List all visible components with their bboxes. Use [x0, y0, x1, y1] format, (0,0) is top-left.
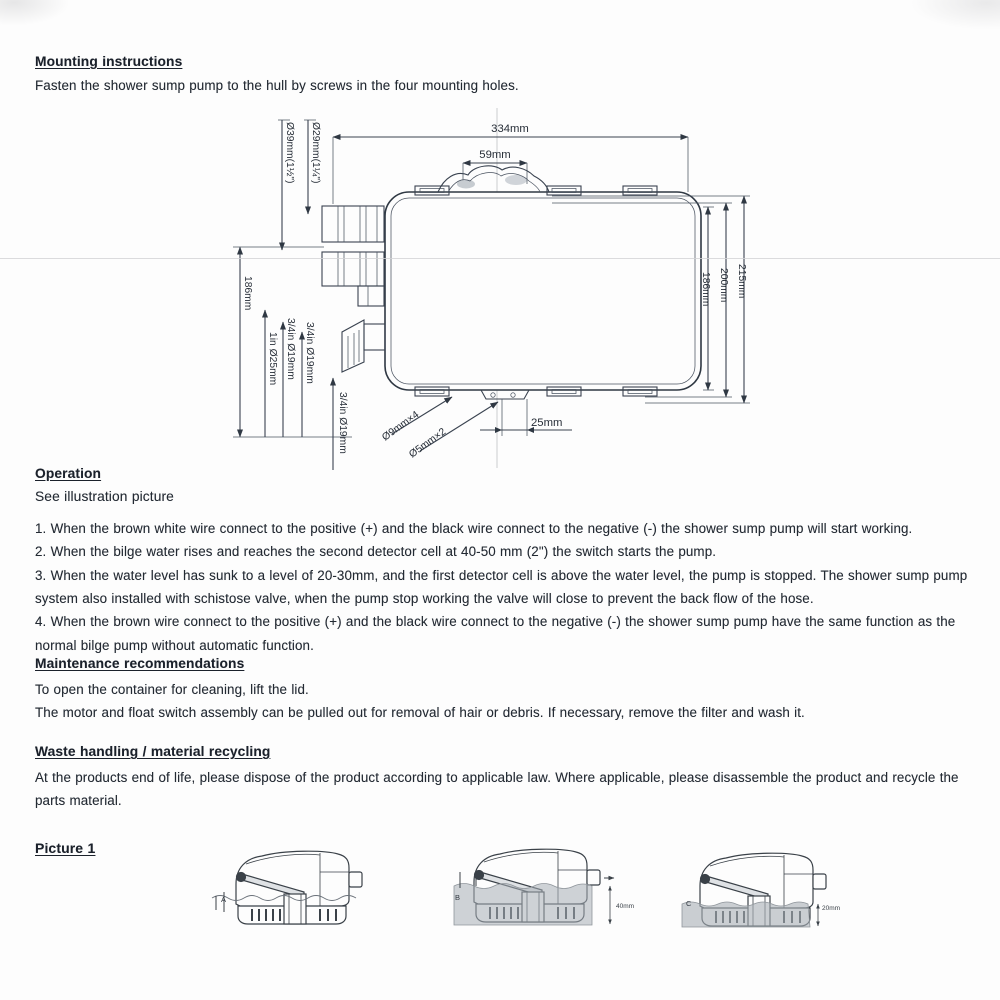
- section-waste: [35, 744, 985, 813]
- bottom-screw-holes: [481, 390, 529, 399]
- dim-label-25: 25mm: [531, 417, 563, 429]
- dim-label-port-19c: 3/4in Ø19mm: [337, 392, 348, 454]
- water-c: [682, 902, 810, 927]
- maintenance-line-1: To open the container for cleaning, lift the lid.: [35, 682, 309, 697]
- mounting-heading: Mounting instructions: [35, 54, 183, 69]
- dim-holes: [380, 397, 498, 460]
- pump-body-top-view: [385, 166, 701, 399]
- mounting-body: Fasten the shower sump pump to the hull by screws in the four mounting holes.: [35, 78, 519, 93]
- dim-label-port-25: 1in Ø25mm: [267, 332, 278, 386]
- dim-label-334: 334mm: [491, 123, 529, 135]
- dim-label-pipe-outer: Ø39mm(1½"): [284, 122, 295, 184]
- picture-c: [682, 853, 826, 927]
- picture-c-label: C: [686, 899, 692, 908]
- water-b: [454, 884, 592, 926]
- dim-label-port-19a: 3/4in Ø19mm: [285, 318, 296, 380]
- maintenance-line-2: The motor and float switch assembly can be pulled out for removal of hair or debris. If necessary, remove the filter and wash it.: [35, 705, 805, 721]
- picture-b: [454, 849, 614, 925]
- operation-item-1: 1. When the brown white wire connect to the positive (+) and the black wire connect to the negative (-) the shower sump pump will start working.: [35, 521, 913, 536]
- picture1-heading: Picture 1: [35, 840, 96, 856]
- dim-label-186-left: 186mm: [242, 276, 253, 311]
- scan-smudge: [910, 0, 1000, 30]
- dim-label-200: 200mm: [718, 268, 729, 303]
- maintenance-heading: Maintenance recommendations: [35, 656, 245, 671]
- operation-item-3: 3. When the water level has sunk to a level of 20-30mm, and the first detector cell is above the water level, the pump is stopped. The shower sump pump system also installed with schistose valve, when the pump stop working the valve will close to prevent the back flow of the hose.: [35, 567, 968, 606]
- dim-port-sizes: [265, 310, 315, 437]
- waste-heading: Waste handling / material recycling: [35, 744, 271, 759]
- dim-label-holes-9: Ø9mm×4: [380, 409, 422, 444]
- lid-handle: [438, 166, 549, 192]
- dim-pipes: [278, 120, 322, 250]
- dim-label-holes-5: Ø5mm×2: [407, 426, 449, 461]
- scan-smudge: [0, 0, 70, 26]
- dim-label-59: 59mm: [479, 149, 511, 161]
- picture-b-dim: 40mm: [616, 903, 635, 910]
- section-mounting: [35, 54, 975, 97]
- operation-heading: Operation: [35, 466, 102, 481]
- picture-a: [212, 851, 362, 924]
- picture-a-label: A: [221, 895, 227, 904]
- section-operation: [35, 466, 970, 657]
- dimension-diagram: [215, 100, 785, 480]
- dim-label-pipe-inner: Ø29mm(1¼"): [310, 122, 321, 184]
- dim-label-port-19b: 3/4in Ø19mm: [304, 322, 315, 384]
- dim-label-186-right: 186mm: [700, 272, 711, 307]
- operation-item-2: 2. When the bilge water rises and reaches the second detector cell at 40-50 mm (2") the switch starts the pump.: [35, 544, 717, 560]
- picture1-illustrations: [0, 830, 1000, 945]
- dim-barb-size: [333, 378, 348, 470]
- dim-label-215: 215mm: [736, 264, 747, 299]
- waste-body: At the products end of life, please dispose of the product according to applicable law. Where applicable, please disassemble the product and recycle the parts material.: [35, 770, 959, 809]
- picture-c-dim: 20mm: [822, 905, 841, 912]
- barb-fitting: [342, 320, 385, 372]
- operation-sub: See illustration picture: [35, 489, 174, 504]
- picture-b-label: B: [455, 893, 461, 902]
- section-maintenance: [35, 656, 970, 725]
- operation-item-4: 4. When the brown wire connect to the positive (+) and the black wire connect to the negative (-) the shower sump pump have the same function as the normal bilge pump without automatic function.: [35, 614, 956, 653]
- hose-ports: [322, 206, 385, 372]
